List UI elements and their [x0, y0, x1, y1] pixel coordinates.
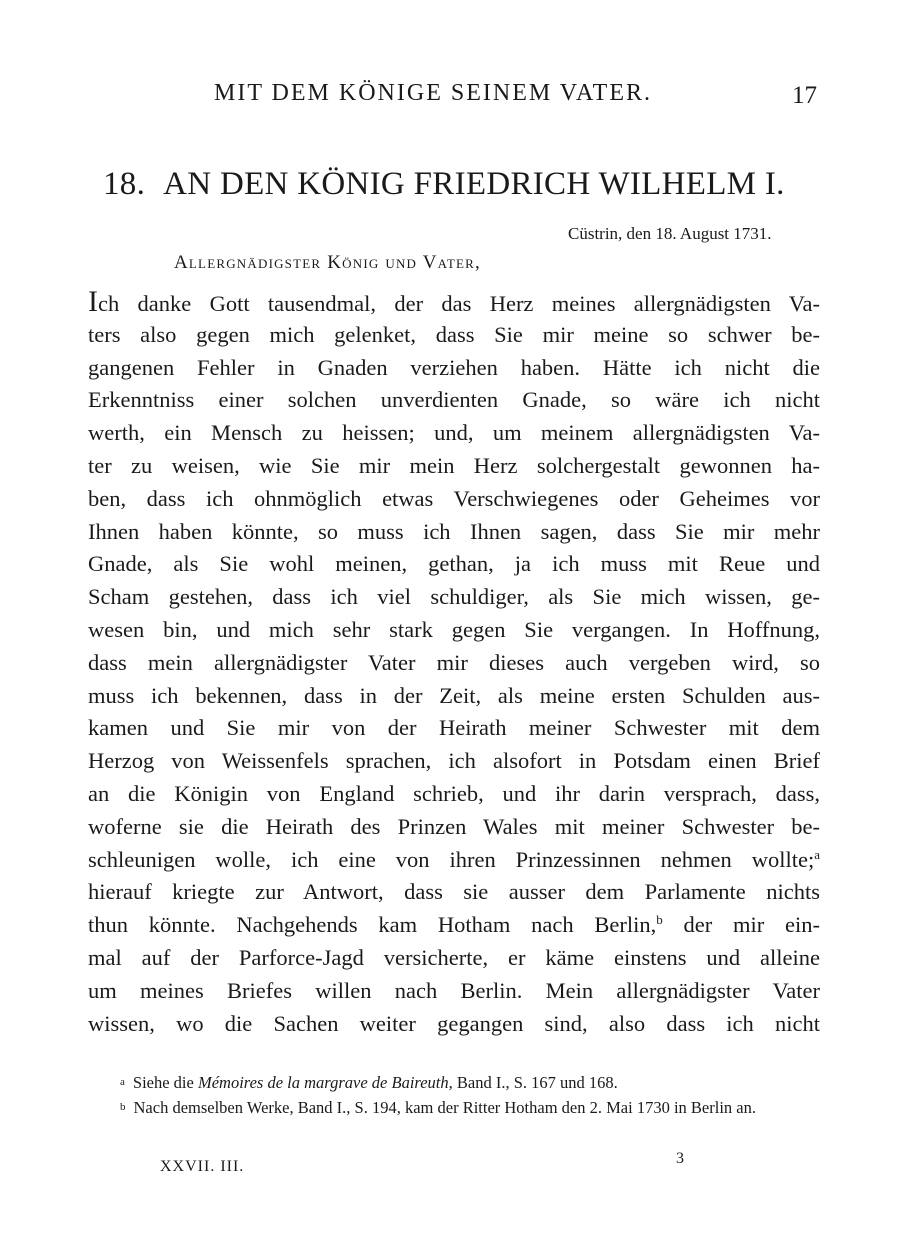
page-number: 17 — [792, 82, 817, 109]
running-head: MIT DEM KÖNIGE SEINEM VATER. — [214, 80, 653, 106]
body-line: gangenen Fehler in Gnaden verziehen haben. Hätte ich nicht die — [88, 354, 820, 380]
body-line — [88, 909, 820, 942]
body-line: dass mein allergnädigster Vater mir dieses auch vergeben wird, so — [88, 649, 820, 675]
sheet-number: 3 — [676, 1150, 684, 1167]
body-line: ter zu weisen, wie Sie mir mein Herz solchergestalt gewonnen ha- — [88, 452, 820, 478]
footnote-a-suffix: Band I., S. 167 und 168. — [456, 1073, 618, 1092]
footnote-mark: b — [120, 1101, 126, 1113]
footnote-ref-a: a — [814, 846, 820, 862]
body-line: kamen und Sie mir von der Heirath meiner Schwester mit dem — [88, 715, 820, 741]
body-line-text: thun könnte. Nachgehends kam Hotham nach Berlin, — [88, 912, 657, 938]
initial-letter: I — [88, 285, 98, 318]
body-line: Herzog von Weissenfels sprachen, ich alsofort in Potsdam einen Brief — [88, 748, 820, 774]
letter-title-text: AN DEN KÖNIG FRIEDRICH WILHELM I. — [163, 166, 785, 202]
body-line: Scham gestehen, dass ich viel schuldiger, als Sie mich wissen, ge- — [88, 584, 820, 610]
footnote-b-text: Nach demselben Werke, Band I., S. 194, kam der Ritter Hotham den 2. Mai 1730 in Berlin an. — [133, 1098, 756, 1117]
body-line: um meines Briefes willen nach Berlin. Mein allergnädigster Vater — [88, 977, 820, 1003]
body-line: Gnade, als Sie wohl meinen, gethan, ja ich muss mit Reue und — [88, 551, 820, 577]
salutation: Allergnädigster König und Vater, — [174, 252, 481, 273]
body-line: wissen, wo die Sachen weiter gegangen sind, also dass ich nicht — [88, 1010, 820, 1036]
body-line-text: ch danke Gott tausendmal, der das Herz meines allergnädigsten Va- — [98, 291, 820, 316]
footnote-b — [90, 1095, 830, 1120]
body-line: hierauf kriegte zur Antwort, dass sie ausser dem Parlamente nichts — [88, 879, 820, 905]
letter-body — [88, 286, 820, 1040]
body-line: wesen bin, und mich sehr stark gegen Sie vergangen. In Hoffnung, — [88, 616, 820, 642]
dateline: Cüstrin, den 18. August 1731. — [568, 224, 772, 243]
footnote-a-title: Mémoires de la margrave de Baireuth, — [197, 1073, 453, 1092]
body-line: ben, dass ich ohnmöglich etwas Verschwiegenes oder Geheimes vor — [88, 485, 820, 511]
footnote-ref-b: b — [656, 912, 663, 928]
body-line: an die Königin von England schrieb, und ihr darin versprach, dass, — [88, 780, 820, 806]
body-line: woferne sie die Heirath des Prinzen Wales mit meiner Schwester be- — [88, 813, 820, 839]
body-line-tail: der mir ein- — [683, 912, 820, 938]
body-line — [88, 844, 820, 877]
body-line: werth, ein Mensch zu heissen; und, um meinem allergnädigsten Va- — [88, 420, 820, 446]
letter-title — [103, 166, 785, 203]
body-line: ters also gegen mich gelenket, dass Sie mir meine so schwer be- — [88, 321, 820, 347]
body-line: mal auf der Parforce-Jagd versicherte, er käme einstens und alleine — [88, 944, 820, 970]
footnote-a — [90, 1070, 830, 1095]
footnote-a-prefix: Siehe die — [132, 1073, 194, 1092]
footnote-mark: a — [120, 1076, 125, 1088]
body-line-text: schleunigen wolle, ich eine von ihren Prinzessinnen nehmen wollte; — [88, 846, 815, 872]
letter-number: 18. — [103, 166, 146, 202]
body-line: muss ich bekennen, dass in der Zeit, als meine ersten Schulden aus- — [88, 682, 820, 708]
body-line: Ihnen haben könnte, so muss ich Ihnen sagen, dass Sie mir mehr — [88, 518, 820, 544]
body-line: Erkenntniss einer solchen unverdienten Gnade, so wäre ich nicht — [88, 387, 820, 413]
body-line — [88, 286, 820, 319]
footnotes — [90, 1070, 830, 1120]
sheet-signature: XXVII. III. — [160, 1158, 245, 1175]
